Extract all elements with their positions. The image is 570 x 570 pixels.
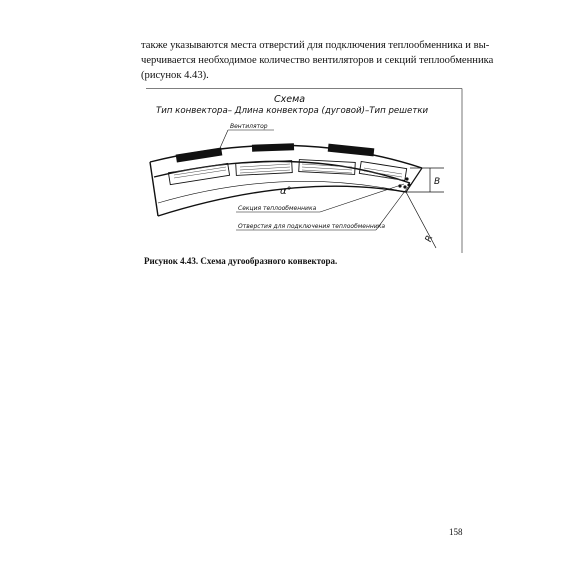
figure-caption: Рисунок 4.43. Схема дугообразного конвектора. bbox=[144, 256, 338, 266]
width-label: B bbox=[434, 177, 441, 187]
section-leader bbox=[320, 184, 404, 212]
angle-label: α° bbox=[280, 186, 292, 197]
body-line-2: черчивается необходимое количество вентиляторов и секций теплообменника bbox=[141, 55, 494, 66]
fan-bar-1 bbox=[176, 147, 223, 162]
section-2 bbox=[236, 161, 293, 176]
arc-left-end bbox=[150, 162, 158, 216]
hole-dot-2 bbox=[403, 185, 406, 188]
arc-right-end bbox=[406, 168, 422, 192]
schema-subtitle: Тип конвектора– Длина конвектора (дуговой)–Тип решетки bbox=[156, 106, 429, 116]
convector-schema-figure bbox=[144, 88, 464, 253]
section-label: Секция теплообменника bbox=[238, 205, 317, 212]
body-paragraph bbox=[141, 38, 494, 83]
schema-title: Схема bbox=[274, 94, 306, 105]
fan-bar-2 bbox=[252, 143, 294, 151]
convector-schema-drawing bbox=[144, 88, 464, 253]
radius-label: R bbox=[423, 234, 436, 244]
hole-dot-3 bbox=[405, 177, 408, 180]
page-number: 158 bbox=[449, 527, 463, 537]
fan-label: Вентилятор bbox=[230, 123, 268, 130]
holes-label: Отверстия для подключения теплообменника bbox=[238, 223, 386, 230]
fan-bar-3 bbox=[328, 144, 375, 157]
fan-leader bbox=[220, 130, 228, 148]
body-line-3: (рисунок 4.43). bbox=[141, 70, 209, 81]
body-line-1: также указываются места отверстий для подключения теплообменника и вы- bbox=[141, 40, 490, 51]
